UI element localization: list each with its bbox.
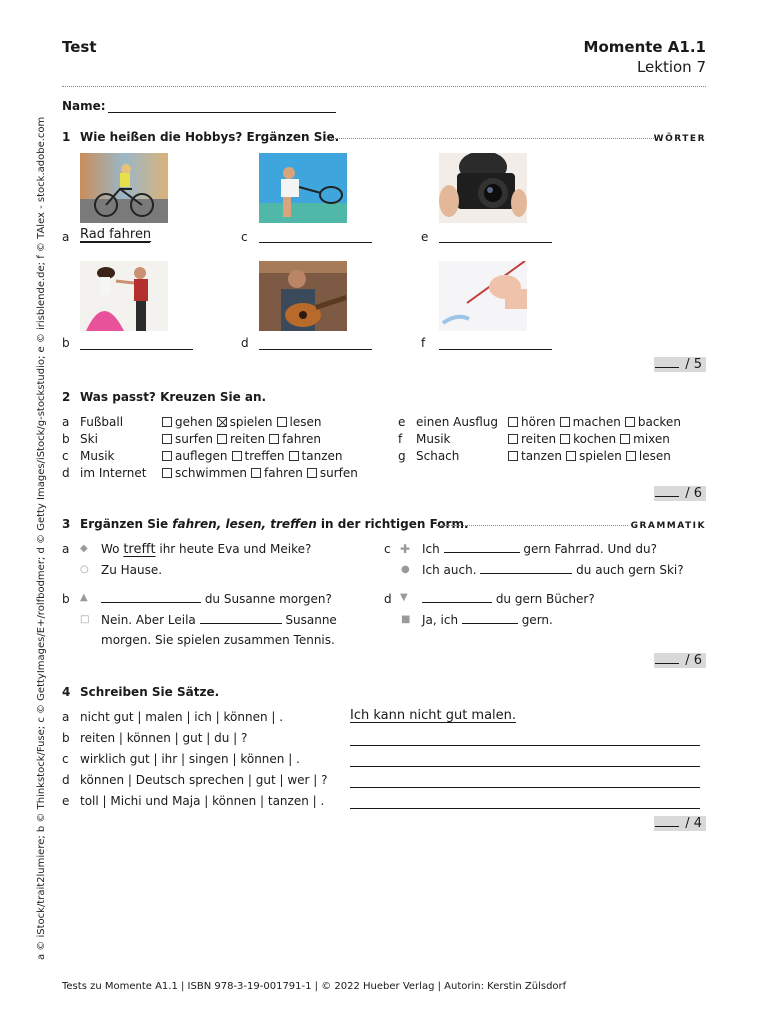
section3-leader bbox=[436, 525, 628, 526]
item-3b-line1: du Susanne morgen? bbox=[101, 592, 332, 606]
section4-title: Schreiben Sie Sätze. bbox=[80, 685, 220, 699]
speaker2-square-icon: □ bbox=[80, 614, 90, 625]
item-2-options bbox=[508, 449, 675, 463]
item-2-options bbox=[162, 415, 325, 429]
checkbox[interactable] bbox=[508, 417, 518, 427]
item-3d-line2: Ja, ich gern. bbox=[422, 613, 553, 627]
checkbox-label: lesen bbox=[638, 449, 671, 463]
checkbox[interactable] bbox=[566, 451, 576, 461]
checkbox[interactable] bbox=[560, 434, 570, 444]
checkbox-label: kochen bbox=[573, 432, 617, 446]
header-lesson: Lektion 7 bbox=[636, 58, 706, 76]
section1-score[interactable]: / 5 bbox=[654, 357, 706, 372]
item-2-word: Musik bbox=[80, 449, 115, 463]
header-divider bbox=[62, 86, 706, 87]
section2-score[interactable]: / 6 bbox=[654, 486, 706, 501]
photo-camera bbox=[439, 153, 527, 223]
photo-painting bbox=[439, 261, 527, 331]
item-1c-answer-line[interactable] bbox=[259, 242, 372, 243]
checkbox[interactable] bbox=[620, 434, 630, 444]
checkbox[interactable] bbox=[625, 417, 635, 427]
item-4-words: toll | Michi und Maja | können | tanzen | . bbox=[80, 794, 325, 808]
checkbox-label: reiten bbox=[230, 432, 266, 446]
section1-title: Wie heißen die Hobbys? Ergänzen Sie. bbox=[80, 130, 340, 144]
checkbox[interactable] bbox=[162, 451, 172, 461]
speaker2-filled-square-icon: ■ bbox=[401, 614, 411, 625]
item-2-options bbox=[162, 449, 346, 463]
item-3b-blank1[interactable] bbox=[101, 592, 201, 603]
header-test-label: Test bbox=[62, 38, 97, 56]
item-3b-letter: b bbox=[62, 592, 70, 606]
section1-leader bbox=[326, 138, 654, 139]
item-3a-line1: Wo trefft ihr heute Eva und Meike? bbox=[101, 542, 312, 557]
item-3a-letter: a bbox=[62, 542, 70, 556]
checkbox-label: machen bbox=[572, 415, 621, 429]
item-4-answer-line[interactable] bbox=[350, 787, 700, 788]
checkbox-label: lesen bbox=[289, 415, 322, 429]
item-1d-answer-line[interactable] bbox=[259, 349, 372, 350]
item-2-letter: c bbox=[62, 449, 69, 463]
speaker1-triangle-down-icon: ▼ bbox=[400, 592, 408, 603]
checkbox[interactable] bbox=[560, 417, 570, 427]
photo-credit: a © iStock/trait2lumiere; b © Thinkstock/Fuse; c © GettyImages/E+/rolfbodmer; d © Getty Images/iStock/g-stockstudio; e © irisblende.de; f © TAlex - stock.adobe.com bbox=[36, 116, 47, 960]
name-label: Name: bbox=[62, 99, 106, 113]
checkbox[interactable] bbox=[217, 417, 227, 427]
checkbox-label: tanzen bbox=[521, 449, 562, 463]
checkbox[interactable] bbox=[508, 451, 518, 461]
item-3c-line2: Ich auch. du auch gern Ski? bbox=[422, 563, 684, 577]
item-4-words: wirklich gut | ihr | singen | können | . bbox=[80, 752, 300, 766]
item-1b-answer-line[interactable] bbox=[80, 349, 193, 350]
item-4-answer[interactable]: Ich kann nicht gut malen. bbox=[350, 708, 517, 723]
item-1e-answer-line[interactable] bbox=[439, 242, 552, 243]
item-4-answer-line[interactable] bbox=[350, 745, 700, 746]
item-1a-letter: a bbox=[62, 230, 70, 244]
checkbox-label: spielen bbox=[578, 449, 622, 463]
item-2-letter: g bbox=[398, 449, 406, 463]
checkbox[interactable] bbox=[162, 468, 172, 478]
checkbox[interactable] bbox=[269, 434, 279, 444]
checkbox[interactable] bbox=[508, 434, 518, 444]
checkbox[interactable] bbox=[232, 451, 242, 461]
item-3b-line2: Nein. Aber Leila Susanne bbox=[101, 613, 337, 627]
item-1d-letter: d bbox=[241, 336, 249, 350]
checkbox-label: spielen bbox=[229, 415, 273, 429]
speaker1-triangle-icon: ▲ bbox=[80, 592, 88, 603]
speaker1-diamond-icon: ◆ bbox=[80, 543, 88, 554]
item-4-words: können | Deutsch sprechen | gut | wer | ? bbox=[80, 773, 328, 787]
item-2-letter: e bbox=[398, 415, 406, 429]
item-3c-blank2[interactable] bbox=[480, 563, 572, 574]
checkbox[interactable] bbox=[289, 451, 299, 461]
checkbox-label: surfen bbox=[319, 466, 358, 480]
checkbox[interactable] bbox=[277, 417, 287, 427]
item-3b-blank2[interactable] bbox=[200, 613, 282, 624]
item-2-options bbox=[508, 432, 674, 446]
item-2-word: Ski bbox=[80, 432, 98, 446]
header-book-title: Momente A1.1 bbox=[583, 38, 706, 56]
speaker2-dot-icon: ● bbox=[401, 564, 410, 575]
item-2-word: Fußball bbox=[80, 415, 124, 429]
item-1e-letter: e bbox=[421, 230, 429, 244]
item-3d-blank2[interactable] bbox=[462, 613, 518, 624]
checkbox-label: auflegen bbox=[175, 449, 228, 463]
checkbox-label: fahren bbox=[282, 432, 321, 446]
section3-title: Ergänzen Sie fahren, lesen, treffen in der richtigen Form. bbox=[80, 517, 469, 531]
item-4-letter: b bbox=[62, 731, 70, 745]
item-4-letter: c bbox=[62, 752, 69, 766]
item-2-word: einen Ausflug bbox=[416, 415, 498, 429]
item-2-word: Schach bbox=[416, 449, 460, 463]
footer-text: Tests zu Momente A1.1 | ISBN 978-3-19-001791-1 | © 2022 Hueber Verlag | Autorin: Kerstin Zülsdorf bbox=[62, 981, 567, 992]
section1-number: 1 bbox=[62, 130, 71, 144]
checkbox-label: gehen bbox=[175, 415, 213, 429]
item-1f-answer-line[interactable] bbox=[439, 349, 552, 350]
checkbox-label: tanzen bbox=[301, 449, 343, 463]
item-4-letter: a bbox=[62, 710, 70, 724]
item-2-letter: b bbox=[62, 432, 70, 446]
item-2-options bbox=[162, 466, 362, 480]
speaker2-circle-icon: ○ bbox=[80, 564, 89, 575]
item-4-letter: d bbox=[62, 773, 70, 787]
item-3c-blank1[interactable] bbox=[444, 542, 520, 553]
photo-guitar bbox=[259, 261, 347, 331]
item-2-options bbox=[162, 432, 325, 446]
item-3d-blank1[interactable] bbox=[422, 592, 492, 603]
item-2-word: Musik bbox=[416, 432, 451, 446]
checkbox-label: hören bbox=[521, 415, 556, 429]
item-3a-line2: Zu Hause. bbox=[101, 563, 163, 577]
name-field[interactable] bbox=[108, 112, 336, 113]
section3-number: 3 bbox=[62, 517, 71, 531]
checkbox-label: schwimmen bbox=[175, 466, 247, 480]
checkbox[interactable] bbox=[162, 434, 172, 444]
checkbox[interactable] bbox=[307, 468, 317, 478]
section2-title: Was passt? Kreuzen Sie an. bbox=[80, 390, 267, 404]
item-4-answer-line[interactable] bbox=[350, 766, 700, 767]
checkbox-label: reiten bbox=[521, 432, 557, 446]
section4-number: 4 bbox=[62, 685, 71, 699]
item-3c-line1: Ich gern Fahrrad. Und du? bbox=[422, 542, 657, 556]
item-1f-letter: f bbox=[421, 336, 426, 350]
item-1b-letter: b bbox=[62, 336, 70, 350]
checkbox-label: fahren bbox=[263, 466, 303, 480]
item-2-letter: f bbox=[398, 432, 403, 446]
item-3d-letter: d bbox=[384, 592, 392, 606]
checkbox[interactable] bbox=[626, 451, 636, 461]
section4-score[interactable]: / 4 bbox=[654, 816, 706, 831]
speaker1-plus-icon: ✚ bbox=[400, 542, 411, 556]
item-3c-letter: c bbox=[384, 542, 391, 556]
item-1a-answer[interactable]: Rad fahren bbox=[80, 227, 152, 242]
item-3b-line3: morgen. Sie spielen zusammen Tennis. bbox=[101, 633, 335, 647]
item-2-options bbox=[508, 415, 685, 429]
item-4-letter: e bbox=[62, 794, 70, 808]
section3-tag: GRAMMATIK bbox=[630, 521, 706, 531]
checkbox[interactable] bbox=[251, 468, 261, 478]
section2-number: 2 bbox=[62, 390, 71, 404]
section3-score[interactable]: / 6 bbox=[654, 653, 706, 668]
item-2-letter: a bbox=[62, 415, 70, 429]
checkbox[interactable] bbox=[217, 434, 227, 444]
checkbox[interactable] bbox=[162, 417, 172, 427]
item-1c-letter: c bbox=[241, 230, 248, 244]
item-2-letter: d bbox=[62, 466, 70, 480]
checkbox-label: treffen bbox=[244, 449, 285, 463]
photo-cyclist bbox=[80, 153, 168, 223]
item-4-answer-line[interactable] bbox=[350, 808, 700, 809]
section1-tag: WÖRTER bbox=[653, 134, 706, 144]
checkbox-label: backen bbox=[637, 415, 681, 429]
item-3d-line1: du gern Bücher? bbox=[422, 592, 595, 606]
item-3a-answer[interactable]: trefft bbox=[123, 542, 156, 557]
item-2-word: im Internet bbox=[80, 466, 147, 480]
checkbox-label: mixen bbox=[633, 432, 670, 446]
item-4-words: nicht gut | malen | ich | können | . bbox=[80, 710, 284, 724]
photo-dancers bbox=[80, 261, 168, 331]
checkbox-label: surfen bbox=[175, 432, 214, 446]
item-4-words: reiten | können | gut | du | ? bbox=[80, 731, 248, 745]
item-1a-line bbox=[80, 242, 150, 243]
photo-tennis bbox=[259, 153, 347, 223]
